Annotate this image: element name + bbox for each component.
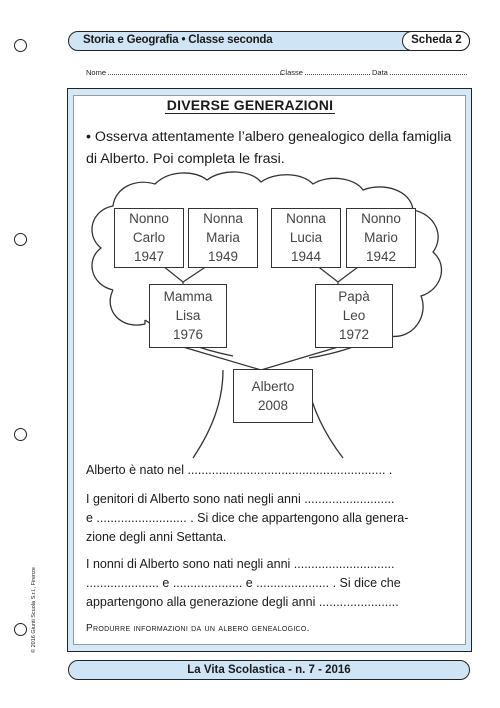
person-name: Alberto <box>251 379 295 394</box>
person-year: 1947 <box>133 249 165 264</box>
person-alberto <box>233 369 313 423</box>
person-role: Mamma <box>163 289 213 304</box>
person-year: 1976 <box>172 327 204 342</box>
person-name: Maria <box>206 230 240 245</box>
person-year: 2008 <box>257 398 289 413</box>
class-label: Classe <box>280 68 303 77</box>
date-label: Data <box>372 68 388 77</box>
copyright-notice: © 2016 Giunti Scuola S.r.l., Firenze <box>31 567 37 653</box>
person-year: 1942 <box>365 249 397 264</box>
scheda-badge: Scheda 2 <box>402 31 470 51</box>
header-bar <box>68 31 470 51</box>
learning-objective: Produrre informazioni da un albero genealogico. <box>86 623 310 634</box>
person-mamma-lisa <box>149 284 227 348</box>
name-field[interactable] <box>86 68 283 77</box>
person-year: 1944 <box>290 249 322 264</box>
sentence-grandparents-line3[interactable]: appartengono alla generazione degli anni ....................... <box>86 595 399 609</box>
name-label: Nome <box>86 68 107 77</box>
binder-hole-1 <box>14 39 27 52</box>
date-dots <box>390 68 467 75</box>
class-dots <box>305 68 370 75</box>
person-year: 1972 <box>338 327 370 342</box>
instruction-text: • Osserva attentamente l’albero genealogico della famiglia di Alberto. Poi completa le frasi. <box>86 129 452 167</box>
person-name: Lucia <box>289 230 323 245</box>
connector-parents-child <box>183 347 338 370</box>
person-nonna-maria <box>188 208 258 268</box>
tree-canopy-left <box>110 290 145 325</box>
sentence-grandparents-line1[interactable]: I nonni di Alberto sono nati negli anni ............................. <box>86 557 395 571</box>
person-role: Nonna <box>203 211 243 226</box>
person-papa-leo <box>315 284 393 348</box>
person-role: Papà <box>338 289 370 304</box>
person-role: Nonna <box>286 211 326 226</box>
header-title: Storia e Geografia • Classe seconda <box>83 34 273 46</box>
person-nonna-lucia <box>271 208 341 268</box>
sentence-parents-line2[interactable]: e .......................... . Si dice che appartengono alla genera- <box>86 511 409 525</box>
sentence-grandparents-line2[interactable]: ..................... e .................... e ..................... . Si dice che <box>86 576 401 590</box>
person-role: Nonno <box>129 211 169 226</box>
person-nonno-carlo <box>114 208 184 268</box>
person-name: Mario <box>364 230 398 245</box>
name-dots <box>108 68 283 75</box>
person-name: Leo <box>342 308 366 323</box>
section-title <box>0 97 500 113</box>
class-field[interactable] <box>280 68 370 77</box>
person-role: Nonno <box>361 211 401 226</box>
binder-hole-4 <box>14 623 27 636</box>
person-year: 1949 <box>207 249 239 264</box>
person-name: Lisa <box>175 308 201 323</box>
date-field[interactable] <box>372 68 467 77</box>
section-title-text: DIVERSE GENERAZIONI <box>166 97 334 113</box>
sentence-parents-line3: zione degli anni Settanta. <box>86 530 227 544</box>
footer-bar: La Vita Scolastica - n. 7 - 2016 <box>68 660 470 680</box>
person-nonno-mario <box>346 208 416 268</box>
sentence-alberto-born[interactable]: Alberto è nato nel ......................................................... . <box>86 463 393 477</box>
person-name: Carlo <box>132 230 166 245</box>
binder-hole-3 <box>14 428 27 441</box>
binder-hole-2 <box>14 233 27 246</box>
sentence-parents-line1[interactable]: I genitori di Alberto sono nati negli anni .......................... <box>86 492 395 506</box>
